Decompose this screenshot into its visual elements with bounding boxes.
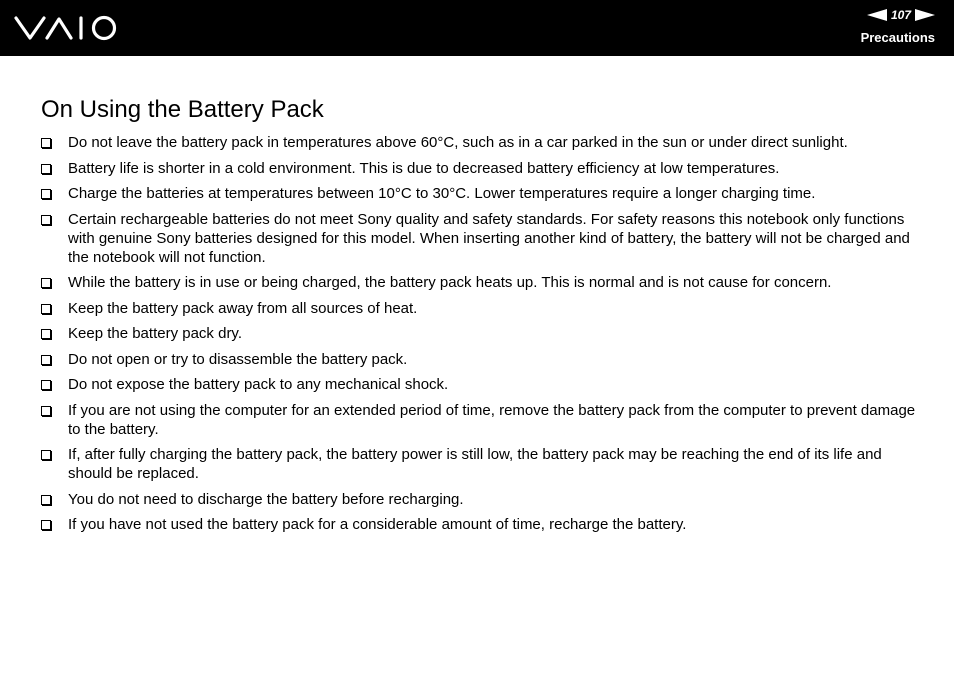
- checkbox-bullet-icon: [41, 138, 51, 148]
- list-item-text: If, after fully charging the battery pack, the battery power is still low, the battery pack may be reaching the end of its life and should be replaced.: [68, 446, 882, 482]
- list-item-text: Do not expose the battery pack to any mechanical shock.: [68, 376, 449, 393]
- checkbox-bullet-icon: [41, 450, 51, 460]
- list-item: [41, 159, 921, 178]
- list-item-text: If you have not used the battery pack for a considerable amount of time, recharge the battery.: [68, 516, 687, 533]
- list-item-text: You do not need to discharge the battery before recharging.: [68, 490, 464, 508]
- list-item: [41, 273, 921, 292]
- next-page-icon[interactable]: [915, 9, 935, 21]
- list-item-text: Certain rechargeable batteries do not meet Sony quality and safety standards. For safety reasons this notebook only functions with genuine Sony batteries designed for this model. When inserting another kind of battery, the battery will not be charged and the notebook will not function.: [68, 210, 910, 266]
- list-item: [41, 133, 921, 152]
- section-title: Precautions: [860, 30, 935, 45]
- list-item: [41, 350, 921, 369]
- previous-page-icon[interactable]: [867, 9, 887, 21]
- checkbox-bullet-icon: [41, 278, 51, 288]
- list-item-text: Battery life is shorter in a cold environment. This is due to decreased battery efficiency at low temperatures.: [68, 159, 780, 177]
- list-item: [41, 324, 921, 343]
- list-item-text: Keep the battery pack dry.: [68, 325, 242, 342]
- page-number: 107: [890, 8, 911, 22]
- list-item: [41, 299, 921, 318]
- list-item: [41, 490, 921, 509]
- checkbox-bullet-icon: [41, 406, 51, 416]
- list-item-text: Do not open or try to disassemble the battery pack.: [68, 350, 408, 368]
- checkbox-bullet-icon: [41, 164, 51, 174]
- page-navigation: [867, 6, 935, 24]
- page-title: On Using the Battery Pack: [41, 96, 324, 123]
- list-item: [41, 445, 921, 483]
- checkbox-bullet-icon: [41, 304, 51, 314]
- list-item-text: If you are not using the computer for an extended period of time, remove the battery pack from the computer to prevent damage to the battery.: [68, 401, 916, 438]
- checkbox-bullet-icon: [41, 380, 51, 390]
- list-item-text: While the battery is in use or being charged, the battery pack heats up. This is normal and is not cause for concern.: [68, 274, 832, 291]
- checkbox-bullet-icon: [41, 520, 51, 530]
- list-item: [41, 184, 921, 203]
- vaio-logo: [13, 14, 121, 42]
- list-item-text: Charge the batteries at temperatures between 10°C to 30°C. Lower temperatures require a longer charging time.: [68, 185, 816, 202]
- checkbox-bullet-icon: [41, 329, 51, 339]
- header-bar: [0, 0, 954, 56]
- checkbox-bullet-icon: [41, 495, 51, 505]
- list-item-text: Keep the battery pack away from all sources of heat.: [68, 299, 418, 317]
- precautions-list: [41, 133, 921, 541]
- checkbox-bullet-icon: [41, 355, 51, 365]
- checkbox-bullet-icon: [41, 215, 51, 225]
- list-item: [41, 401, 921, 439]
- checkbox-bullet-icon: [41, 189, 51, 199]
- list-item: [41, 210, 921, 267]
- list-item: [41, 375, 921, 394]
- list-item: [41, 515, 921, 534]
- list-item-text: Do not leave the battery pack in temperatures above 60°C, such as in a car parked in the sun or under direct sunlight.: [68, 134, 848, 151]
